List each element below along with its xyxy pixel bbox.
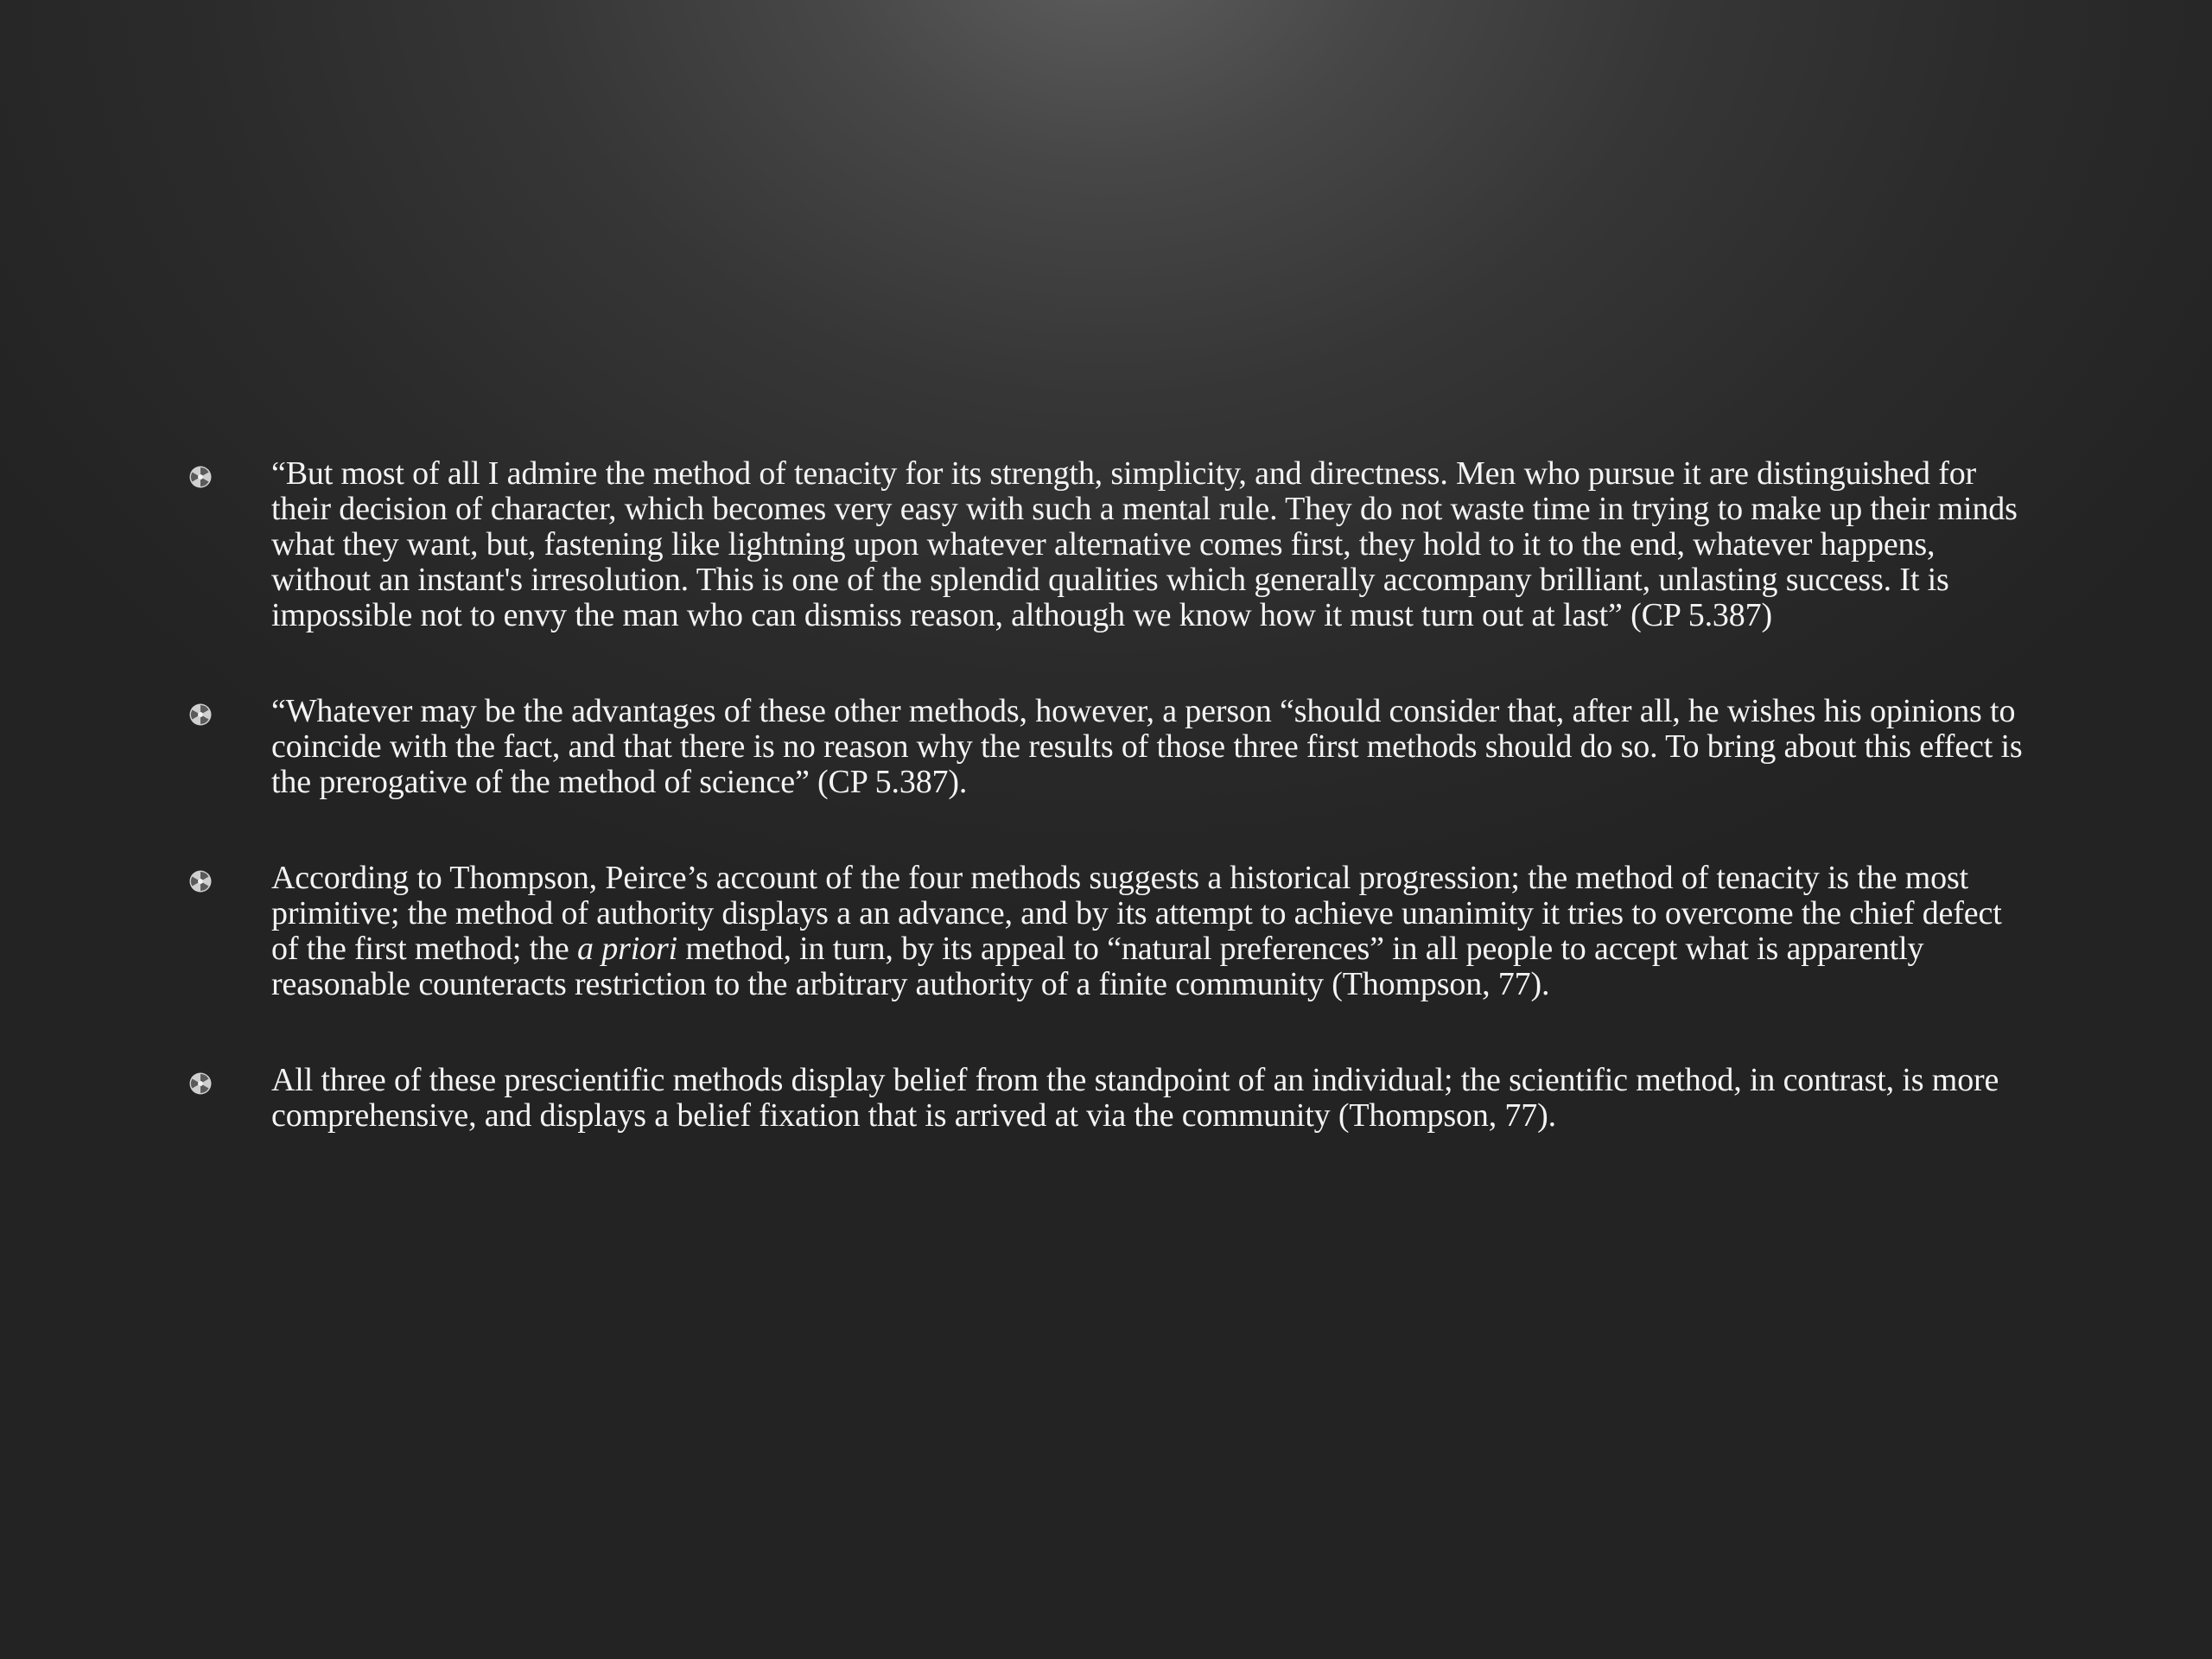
flower-bullet-icon <box>188 1071 213 1096</box>
bullet-text: All three of these prescientific methods display belief from the standpoint of an individual; the scientific method, in contrast, is more comprehensive, and displays a belief fixation that is arrived at via the community (Thompson, 77). <box>271 1062 1999 1134</box>
bullet-list <box>188 456 2029 1194</box>
italic-term: a priori <box>577 931 678 967</box>
bullet-item-prescientific-methods <box>188 1063 2029 1134</box>
bullet-item-tenacity-quote <box>188 456 2029 633</box>
bullet-text: “But most of all I admire the method of tenacity for its strength, simplicity, and directness. Men who pursue it are distinguished for their decision of character, which becomes very easy with such a mental rule. They do not waste time in trying to make up their minds what they want, but, fastening like lightning upon whatever alternative comes first, they hold to it to the end, whatever happens, without an instant's irresolution. This is one of the splendid qualities which generally accompany brilliant, unlasting success. It is impossible not to envy the man who can dismiss reason, although we know how it must turn out at last” (CP 5.387) <box>271 455 2018 633</box>
bullet-text: “Whatever may be the advantages of these other methods, however, a person “should consider that, after all, he wishes his opinions to coincide with the fact, and that there is no reason why the results of those three first methods should do so. To bring about this effect is the prerogative of the method of science” (CP 5.387). <box>271 693 2023 800</box>
bullet-text-part: According to Thompson, Peirce’s account of the four methods suggests a historical progression; the method of tenacity is the most primitive; the method of authority displays a an advance, and by its attempt to achieve unanimity it tries to overcome the chief defect of the first method; the <box>271 860 2002 967</box>
flower-bullet-icon <box>188 702 213 727</box>
bullet-item-science-quote <box>188 694 2029 800</box>
bullet-item-thompson-progression <box>188 861 2029 1002</box>
bullet-text <box>271 860 2002 1002</box>
flower-bullet-icon <box>188 869 213 893</box>
flower-bullet-icon <box>188 465 213 489</box>
bullet-text-part: method, in turn, by its appeal to “natural preferences” in all people to accept what is apparently reasonable counteracts restriction to the arbitrary authority of a finite community (Thompson, 77). <box>271 931 1924 1002</box>
